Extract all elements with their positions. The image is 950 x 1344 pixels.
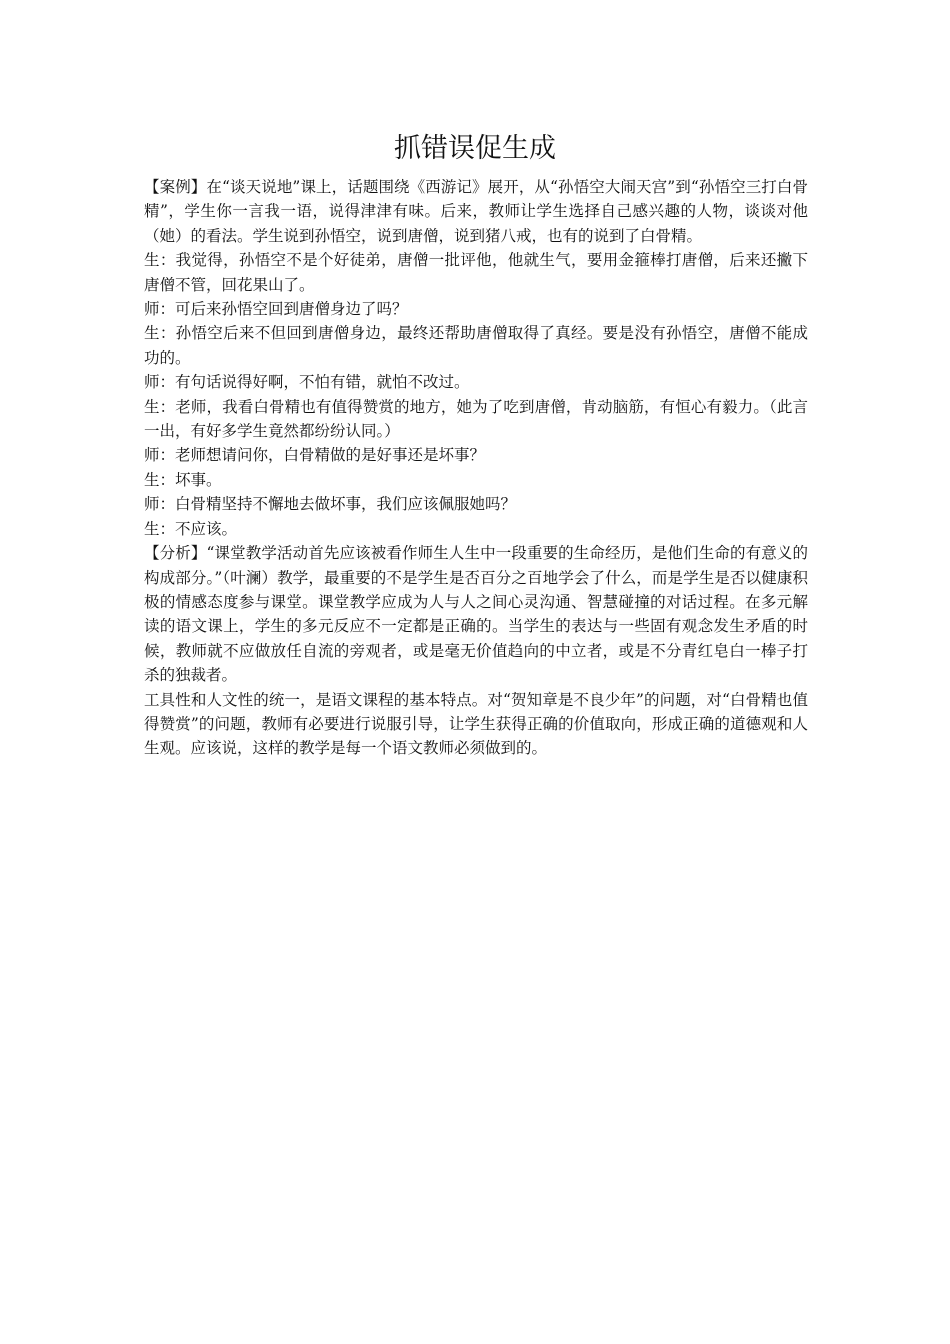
document-title: 抓错误促生成 — [394, 133, 556, 164]
paragraph-conclusion: 工具性和人文性的统一，是语文课程的基本特点。对“贺知章是不良少年”的问题，对“白骨精也值得赞赏”的问题，教师有必要进行说服引导，让学生获得正确的价值取向，形成正确的道德观和人生观。应该说，这样的教学是每一个语文教师必须做到的。 — [144, 690, 808, 758]
paragraph-dialogue: 生：老师，我看白骨精也有值得赞赏的地方，她为了吃到唐僧，肯动脑筋，有恒心有毅力。（此言一出，有好多学生竟然都纷纷认同。） — [144, 397, 808, 441]
paragraph-dialogue: 师：可后来孙悟空回到唐僧身边了吗？ — [144, 300, 408, 319]
paragraph-case-intro: 【案例】在“谈天说地”课上，话题围绕《西游记》展开，从“孙悟空大闹天宫”到“孙悟空三打白骨精”，学生你一言我一语，说得津津有味。后来，教师让学生选择自己感兴趣的人物，谈谈对他（她）的看法。学生说到孙悟空，说到唐僧，说到猪八戒，也有的说到了白骨精。 — [144, 178, 808, 245]
paragraph-dialogue: 生：坏事。 — [144, 470, 222, 489]
paragraph-dialogue: 生：不应该。 — [144, 519, 238, 538]
paragraph-analysis: 【分析】“课堂教学活动首先应该被看作师生人生中一段重要的生命经历，是他们生命的有意义的构成部分。”（叶澜）教学，最重要的不是学生是否百分之百地学会了什么，而是学生是否以健康积极的情感态度参与课堂。课堂教学应成为人与人之间心灵沟通、智慧碰撞的对话过程。在多元解读的语文课上，学生的多元反应不一定都是正确的。当学生的表达与一些固有观念发生矛盾的时候，教师就不应做放任自流的旁观者，或是毫无价值趋向的中立者，或是不分青红皂白一棒子打杀的独裁者。 — [144, 544, 808, 685]
document-body — [144, 175, 808, 761]
paragraph-dialogue: 师：有句话说得好啊，不怕有错，就怕不改过。 — [144, 373, 470, 392]
paragraph-dialogue: 师：老师想请问你，白骨精做的是好事还是坏事？ — [144, 446, 486, 465]
paragraph-dialogue: 生：孙悟空后来不但回到唐僧身边，最终还帮助唐僧取得了真经。要是没有孙悟空，唐僧不能成功的。 — [144, 324, 808, 367]
paragraph-dialogue: 生：我觉得，孙悟空不是个好徒弟，唐僧一批评他，他就生气，要用金箍棒打唐僧，后来还撇下唐僧不管，回花果山了。 — [144, 251, 808, 294]
paragraph-dialogue: 师：白骨精坚持不懈地去做坏事，我们应该佩服她吗？ — [144, 495, 517, 514]
